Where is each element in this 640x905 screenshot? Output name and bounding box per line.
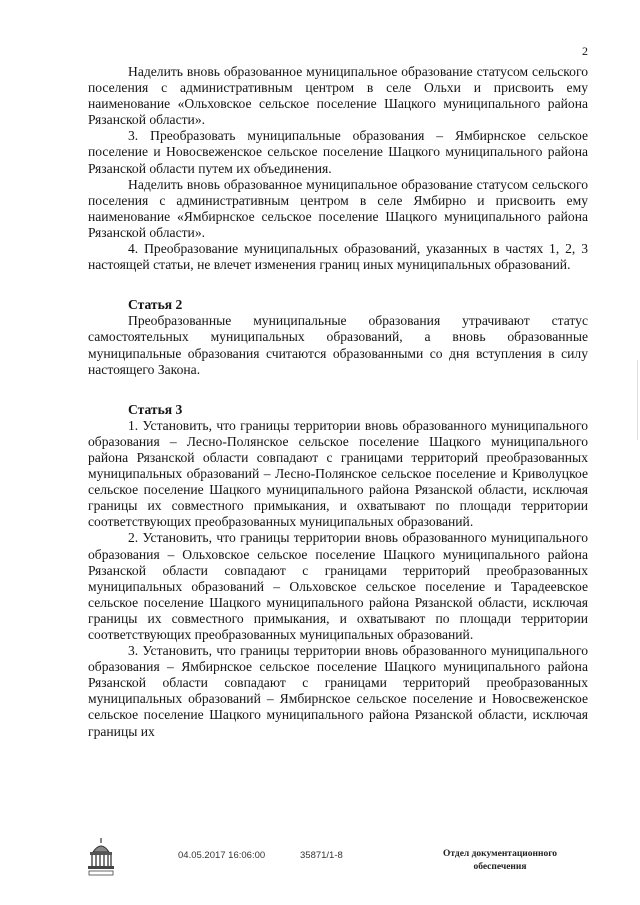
document-body: [88, 64, 588, 740]
article-3-item: 2. Установить, что границы территории вновь образованного муниципального образования – Ольховское сельское поселение Шацкого муниципального района Рязанской области совпадают с границами территорий преобразованных муниципальных образований – Ольховское сельское поселение и Тарадеевское сельское поселение Шацкого муниципального района Рязанской области, исключая границы их совместного примыкания, и охватывают по площади территории соответствующих преобразованных муниципальных образований.: [88, 530, 588, 642]
paragraph: 3. Преобразовать муниципальные образования – Ямбирнское сельское поселение и Новосвеженское сельское поселение Шацкого муниципального района Рязанской области путем их объединения.: [88, 128, 588, 176]
scan-edge-mark: [637, 360, 638, 440]
office-line: обеспечения: [473, 862, 527, 872]
paragraph: Наделить вновь образованное муниципальное образование статусом сельского поселения с административным центром в селе Ямбирно и присвоить ему наименование «Ямбирнское сельское поселение Шацкого муниципального района Рязанской области».: [88, 176, 588, 240]
paragraph: Наделить вновь образованное муниципальное образование статусом сельского поселения с административным центром в селе Ольхи и присвоить ему наименование «Ольховское сельское поселение Шацкого муниципального района Рязанской области».: [88, 64, 588, 128]
registration-date: 04.05.2017 16:06:00: [178, 850, 266, 861]
document-footer: [0, 836, 640, 896]
registration-number: 35871/1-8: [300, 850, 343, 861]
office-line: Отдел документационного: [442, 849, 558, 859]
article-2-text: Преобразованные муниципальные образования утрачивают статус самостоятельных муниципальных образований, а вновь образованные муниципальные образования считаются образованными со дня вступления в силу настоящего Закона.: [88, 313, 588, 377]
article-2-heading: Статья 2: [128, 297, 183, 313]
article-3-item: 3. Установить, что границы территории вновь образованного муниципального образования – Ямбирнское сельское поселение Шацкого муниципального района Рязанской области совпадают с границами территорий преобразованных муниципальных образований – Ямбирнское сельское поселение и Новосвеженское сельское поселение Шацкого муниципального района Рязанской области, исключая границы их: [88, 643, 588, 739]
paragraph: 4. Преобразование муниципальных образований, указанных в частях 1, 2, 3 настоящей статьи, не влечет изменения границ иных муниципальных образований.: [88, 241, 588, 273]
page-number: 2: [582, 44, 588, 58]
article-3-item: 1. Установить, что границы территории вновь образованного муниципального образования – Лесно-Полянское сельское поселение Шацкого муниципального района Рязанской области совпадают с границами территорий преобразованных муниципальных образований – Лесно-Полянское сельское поселение и Криволуцкое сельское поселение Шацкого муниципального района Рязанской области, исключая границы их совместного примыкания, и охватывают по площади территории соответствующих преобразованных муниципальных образований.: [88, 417, 588, 530]
article-3-heading: Статья 3: [128, 401, 183, 417]
duma-building-logo-icon: [84, 836, 118, 878]
office-stamp: [400, 848, 600, 874]
